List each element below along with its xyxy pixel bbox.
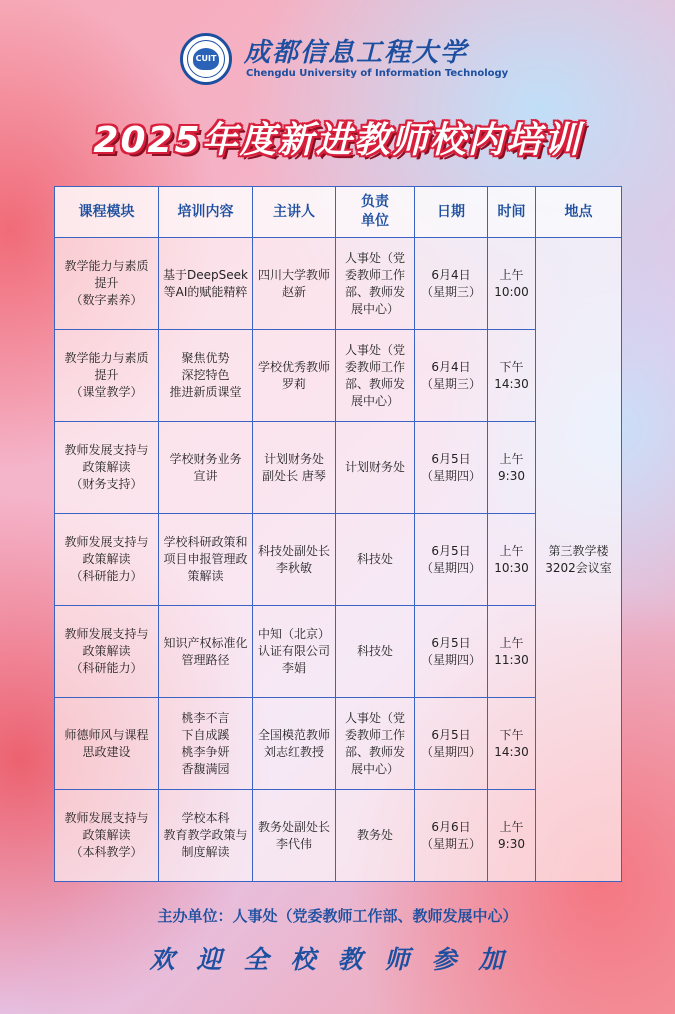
header-module: 课程模块 (55, 187, 159, 238)
cell-module: 教学能力与素质 提升 （课堂教学） (55, 330, 159, 422)
cell-time: 上午 10:00 (488, 238, 536, 330)
cell-content: 学校科研政策和 项目申报管理政 策解读 (159, 514, 253, 606)
welcome-slogan: 欢迎全校教师参加 (149, 945, 526, 974)
cell-content: 桃李不言 下自成蹊 桃李争妍 香馥满园 (159, 698, 253, 790)
header (0, 30, 675, 88)
cell-time: 上午 9:30 (488, 790, 536, 882)
cell-date: 6月5日 （星期四） (415, 514, 488, 606)
university-logo (180, 33, 232, 85)
cell-module: 教学能力与素质 提升 （数字素养） (55, 238, 159, 330)
cell-time: 下午 14:30 (488, 330, 536, 422)
cell-module: 教师发展支持与 政策解读 （本科教学） (55, 790, 159, 882)
cell-time: 上午 9:30 (488, 422, 536, 514)
cell-date: 6月5日 （星期四） (415, 422, 488, 514)
header-speaker: 主讲人 (253, 187, 336, 238)
cell-content: 学校本科 教育教学政策与 制度解读 (159, 790, 253, 882)
cell-content: 学校财务业务 宣讲 (159, 422, 253, 514)
cell-unit: 计划财务处 (336, 422, 415, 514)
cell-module: 师德师风与课程 思政建设 (55, 698, 159, 790)
cell-unit: 人事处（党 委教师工作 部、教师发 展中心） (336, 698, 415, 790)
header-location: 地点 (536, 187, 622, 238)
cell-speaker: 计划财务处 副处长 唐琴 (253, 422, 336, 514)
cell-speaker: 四川大学教师 赵新 (253, 238, 336, 330)
header-unit: 负责 单位 (336, 187, 415, 238)
cell-speaker: 学校优秀教师 罗莉 (253, 330, 336, 422)
cell-speaker: 全国模范教师 刘志红教授 (253, 698, 336, 790)
cell-unit: 人事处（党 委教师工作 部、教师发 展中心） (336, 330, 415, 422)
organizer-text: 主办单位：人事处（党委教师工作部、教师发展中心） (157, 907, 518, 925)
cell-date: 6月5日 （星期四） (415, 606, 488, 698)
cell-date: 6月4日 （星期三） (415, 330, 488, 422)
cell-date: 6月5日 （星期四） (415, 698, 488, 790)
cell-module: 教师发展支持与 政策解读 （科研能力） (55, 514, 159, 606)
cell-time: 上午 10:30 (488, 514, 536, 606)
cell-date: 6月6日 （星期五） (415, 790, 488, 882)
cell-unit: 科技处 (336, 606, 415, 698)
header-time: 时间 (488, 187, 536, 238)
training-schedule-table (54, 186, 622, 882)
table-header-row (55, 187, 622, 238)
table-row (55, 238, 622, 330)
logo-emblem: CUIT (193, 48, 219, 70)
university-name-cn: 成都信息工程大学 (244, 38, 469, 68)
university-name-en: Chengdu University of Information Technology (246, 68, 509, 79)
cell-time: 下午 14:30 (488, 698, 536, 790)
cell-unit: 教务处 (336, 790, 415, 882)
cell-unit: 人事处（党 委教师工作 部、教师发 展中心） (336, 238, 415, 330)
cell-module: 教师发展支持与 政策解读 （科研能力） (55, 606, 159, 698)
header-content: 培训内容 (159, 187, 253, 238)
cell-time: 上午 11:30 (488, 606, 536, 698)
cell-content: 基于DeepSeek 等AI的赋能精粹 (159, 238, 253, 330)
page-title: 2025年度新进教师校内培训 (93, 120, 582, 161)
cell-speaker: 科技处副处长 李秋敏 (253, 514, 336, 606)
cell-location: 第三教学楼 3202会议室 (536, 238, 622, 882)
cell-date: 6月4日 （星期三） (415, 238, 488, 330)
cell-content: 聚焦优势 深挖特色 推进新质课堂 (159, 330, 253, 422)
cell-unit: 科技处 (336, 514, 415, 606)
header-date: 日期 (415, 187, 488, 238)
cell-module: 教师发展支持与 政策解读 （财务支持） (55, 422, 159, 514)
cell-content: 知识产权标准化 管理路径 (159, 606, 253, 698)
cell-speaker: 中知（北京） 认证有限公司 李娟 (253, 606, 336, 698)
cell-speaker: 教务处副处长 李代伟 (253, 790, 336, 882)
